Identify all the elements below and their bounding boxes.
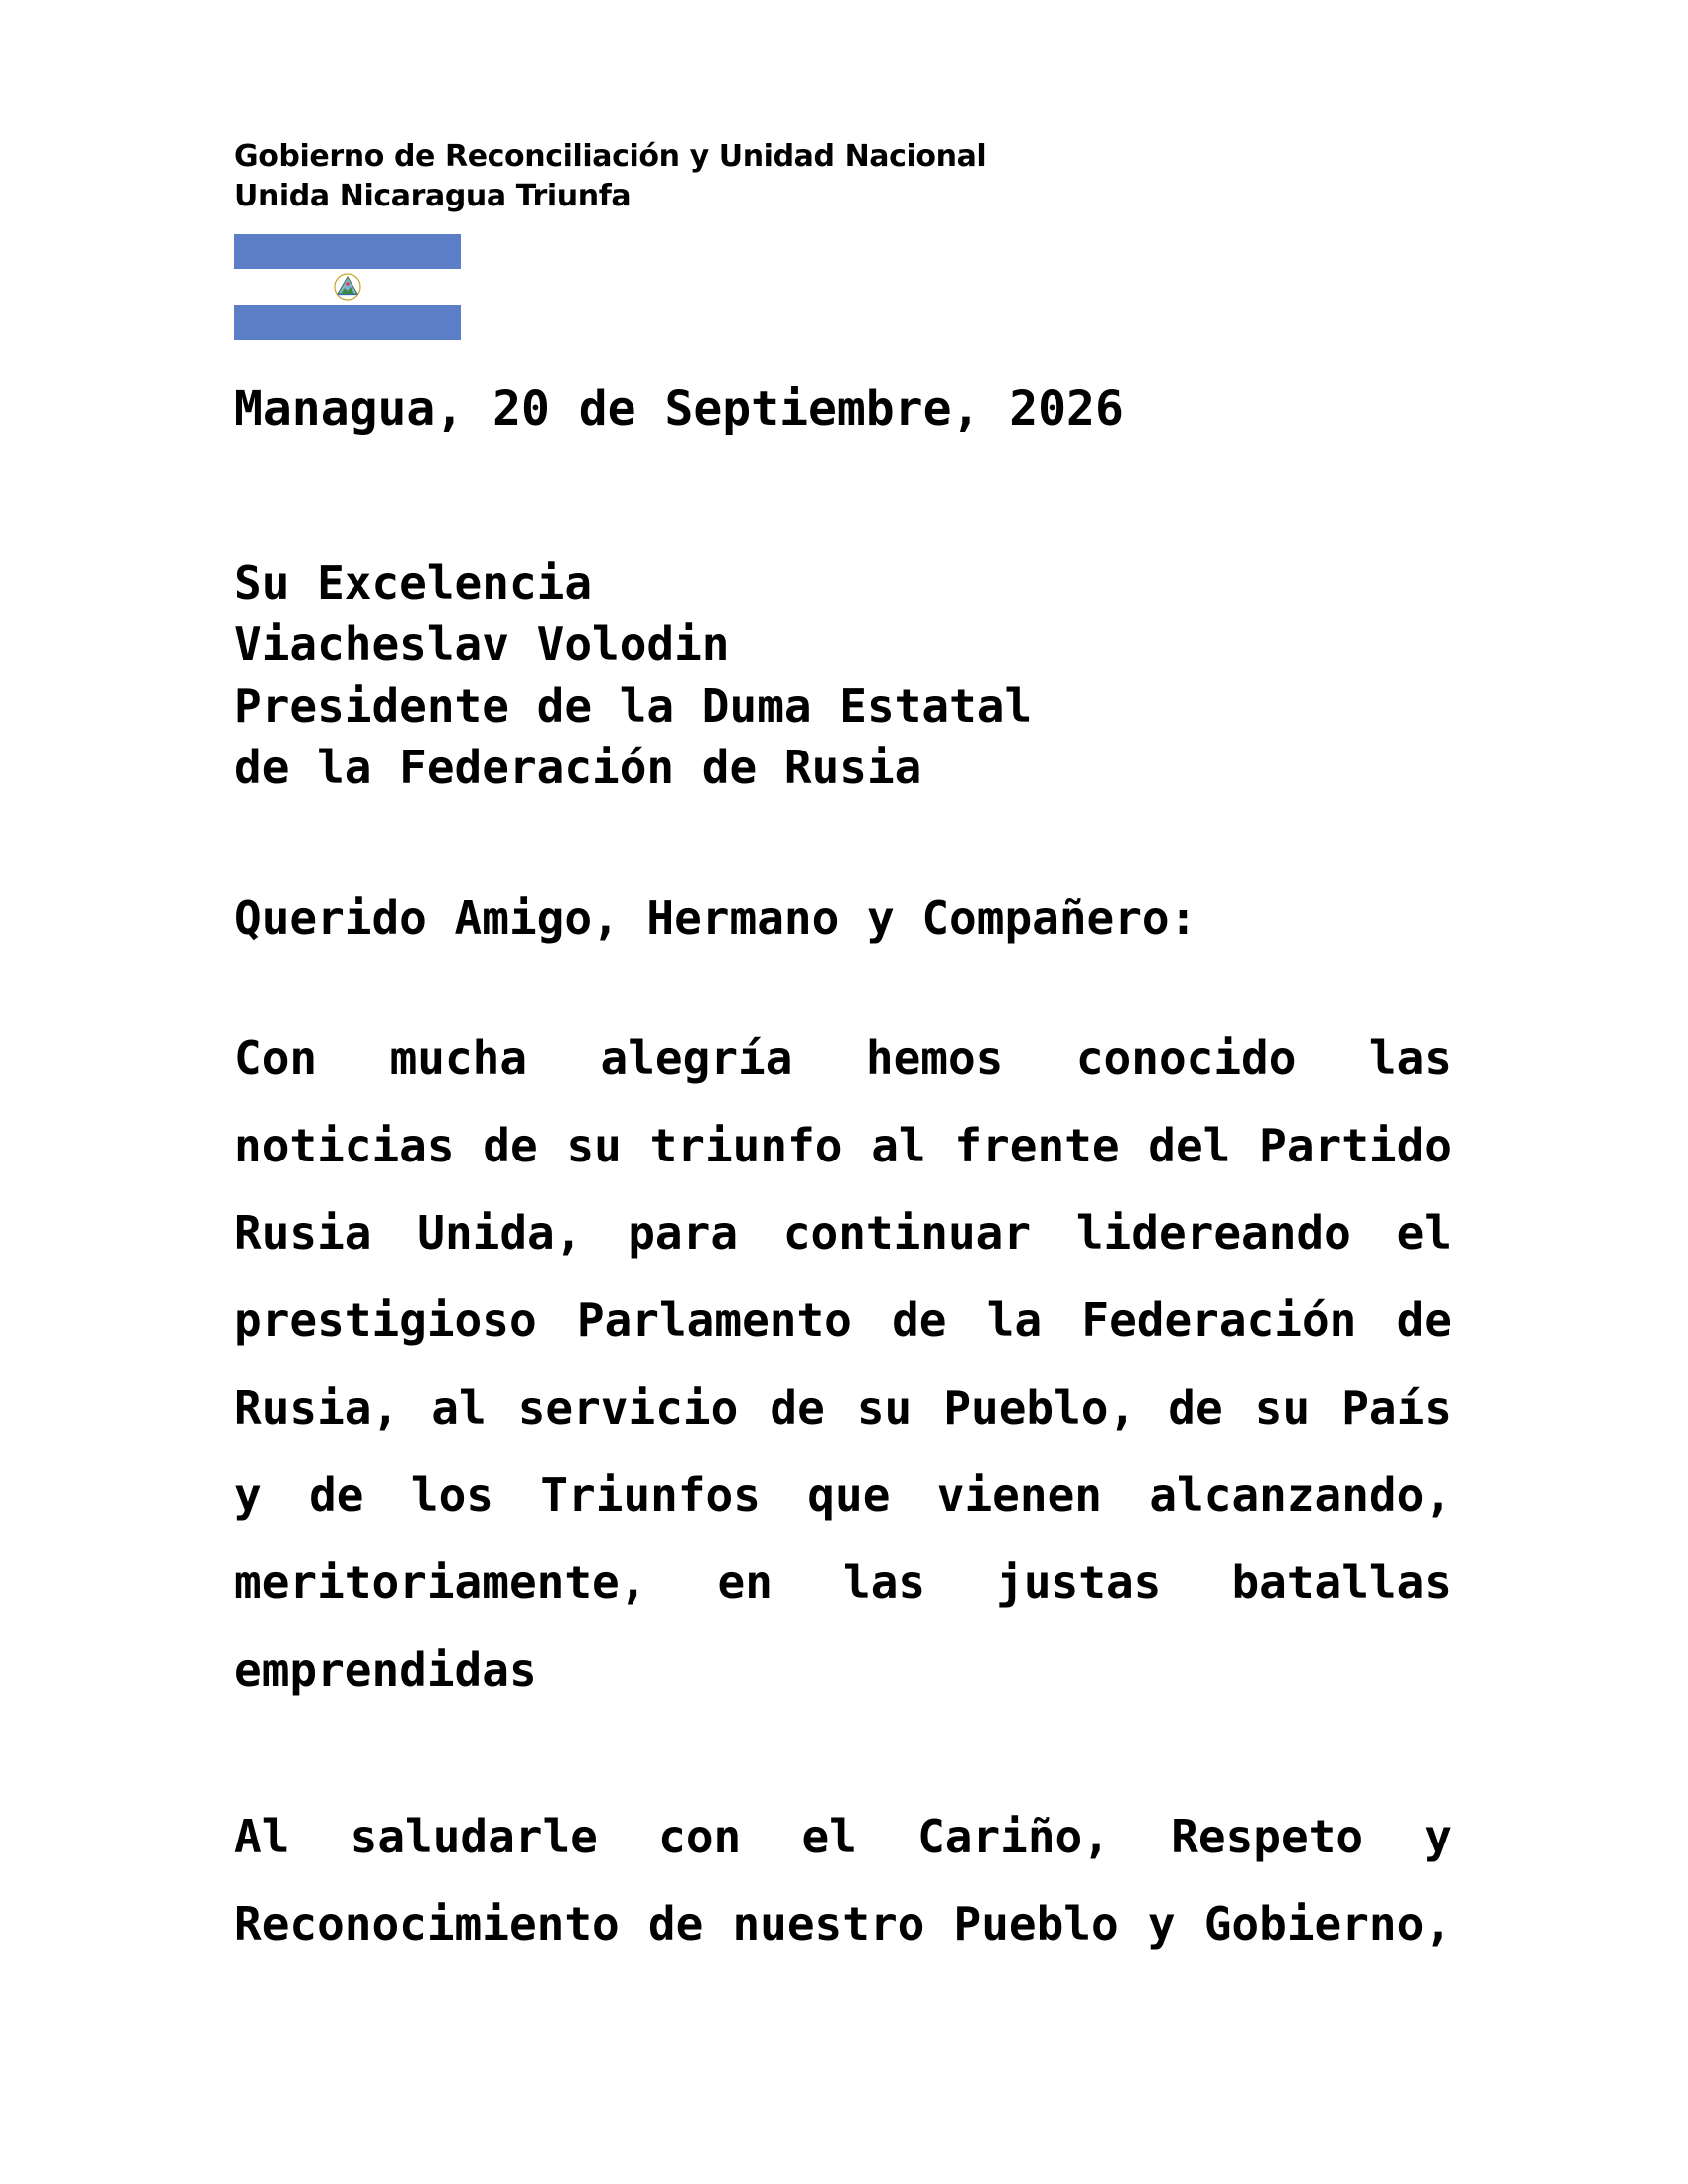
paragraph-line: y de los Triunfos que vienen alcanzando, [234,1468,1452,1522]
paragraph-line: emprendidas [234,1643,537,1697]
paragraph-line: prestigioso Parlamento de la Federación de [234,1294,1452,1347]
flag-stripe-bottom [234,305,461,340]
paragraph-2 [234,1793,1452,1968]
letterhead [234,137,1128,216]
nicaragua-flag-icon [234,234,461,340]
paragraph-line: Rusia, al servicio de su Pueblo, de su País [234,1381,1452,1434]
letter-date: Managua, 20 de Septiembre, 2026 [234,381,1124,437]
paragraph-line: noticias de su triunfo al frente del Partido [234,1119,1452,1172]
paragraph-line: Reconocimiento de nuestro Pueblo y Gobierno, [234,1897,1452,1951]
paragraph-line: Con mucha alegría hemos conocido las [234,1031,1452,1085]
letterhead-government: Gobierno de Reconciliación y Unidad Nacional [234,139,987,174]
paragraph-line: Al saludarle con el Cariño, Respeto y [234,1810,1452,1863]
recipient-honorific: Su Excelencia [234,556,593,610]
paragraph-line: meritoriamente, en las justas batallas [234,1556,1452,1609]
flag-stripe-top [234,234,461,269]
recipient-block [234,552,1032,798]
paragraph-line: Rusia Unida, para continuar lidereando el [234,1206,1452,1260]
salutation: Querido Amigo, Hermano y Compañero: [234,891,1197,945]
paragraph-1 [234,1015,1452,1713]
recipient-institution: de la Federación de Rusia [234,741,922,794]
coat-of-arms-icon [328,269,367,305]
letterhead-slogan: Unida Nicaragua Triunfa [234,179,632,213]
recipient-title: Presidente de la Duma Estatal [234,679,1033,733]
recipient-name: Viacheslav Volodin [234,617,730,671]
